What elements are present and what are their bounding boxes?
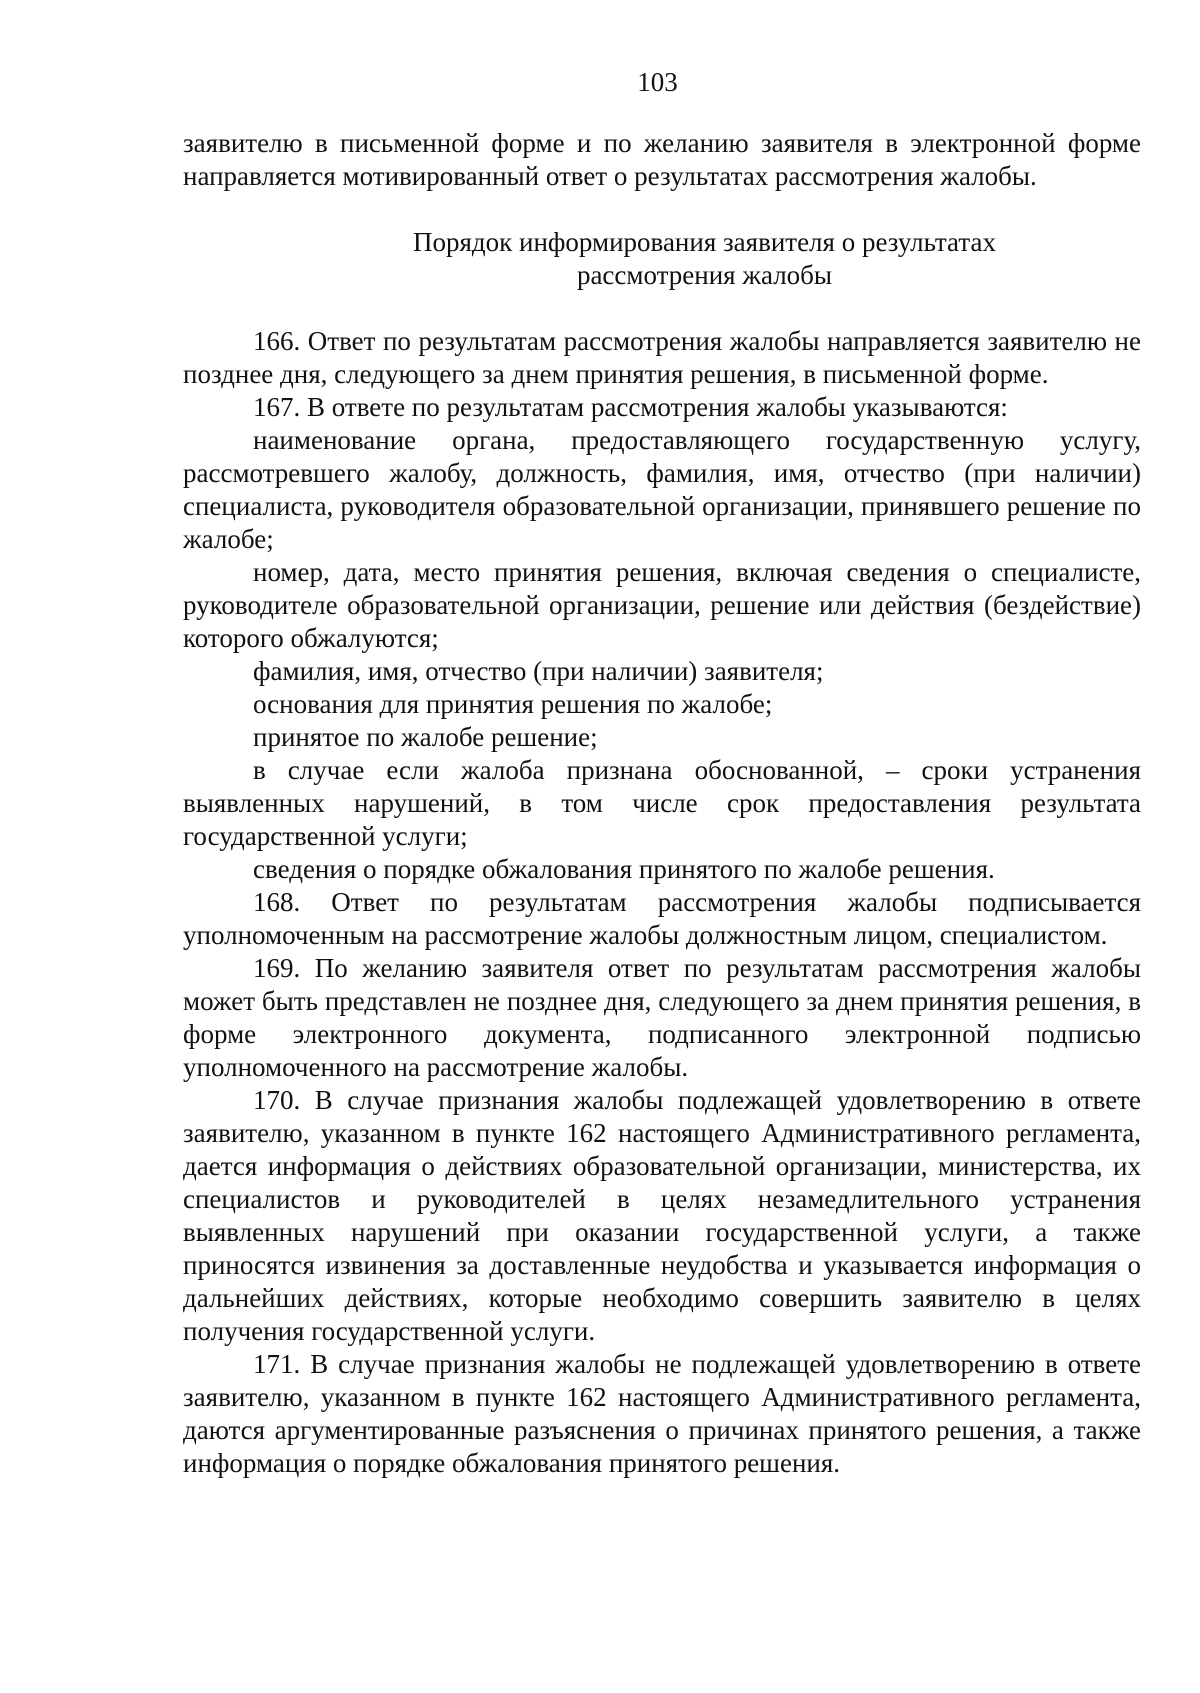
paragraph-170: 170. В случае признания жалобы подлежащей удовлетворению в ответе заявителю, указанном в пункте 162 настоящего Административного регламента, дается информация о действиях образовательной организации, министерства, их специалистов и руководителей в целях незамедлительного устранения выявленных нарушений при оказании государственной услуги, а также приносятся извинения за доставленные неудобства и указывается информация о дальнейших действиях, которые необходимо совершить заявителю в целях получения государственной услуги. [183,1085,1141,1346]
section-heading-line-1: Порядок информирования заявителя о результатах [413,227,996,257]
intro-paragraph: заявителю в письменной форме и по желанию заявителя в электронной форме направляется мотивированный ответ о результатах рассмотрения жалобы. [183,128,1141,191]
paragraph-166: 166. Ответ по результатам рассмотрения жалобы направляется заявителю не позднее дня, следующего за днем принятия решения, в письменной форме. [183,326,1141,389]
list-item-grounds: основания для принятия решения по жалобе; [253,689,773,719]
list-item-decision: принятое по жалобе решение; [253,722,598,752]
paragraph-167: 167. В ответе по результатам рассмотрения жалобы указываются: [253,392,1008,422]
section-heading-line-2: рассмотрения жалобы [576,260,833,290]
paragraph-169: 169. По желанию заявителя ответ по результатам рассмотрения жалобы может быть представлен не позднее дня, следующего за днем принятия решения, в форме электронного документа, подписанного электронной подписью уполномоченного на рассмотрение жалобы. [183,953,1141,1082]
list-item-applicant-name: фамилия, имя, отчество (при наличии) заявителя; [253,656,824,686]
list-item-decision-details: номер, дата, место принятия решения, включая сведения о специалисте, руководителе образовательной организации, решение или действия (бездействие) которого обжалуются; [183,557,1141,653]
list-item-deadlines: в случае если жалоба признана обоснованной, – сроки устранения выявленных нарушений, в том числе срок предоставления результата государственной услуги; [183,755,1141,851]
page-number: 103 [637,67,678,97]
paragraph-168: 168. Ответ по результатам рассмотрения жалобы подписывается уполномоченным на рассмотрение жалобы должностным лицом, специалистом. [183,887,1141,950]
section-heading [183,226,1141,292]
paragraph-171: 171. В случае признания жалобы не подлежащей удовлетворению в ответе заявителю, указанном в пункте 162 настоящего Административного регламента, даются аргументированные разъяснения о причинах принятого решения, а также информация о порядке обжалования принятого решения. [183,1349,1141,1478]
document-body [183,127,1141,1480]
list-item-organ-name: наименование органа, предоставляющего государственную услугу, рассмотревшего жалобу, должность, фамилия, имя, отчество (при наличии) специалиста, руководителя образовательной организации, принявшего решение по жалобе; [183,425,1141,554]
list-item-appeal-procedure: сведения о порядке обжалования принятого по жалобе решения. [253,854,995,884]
